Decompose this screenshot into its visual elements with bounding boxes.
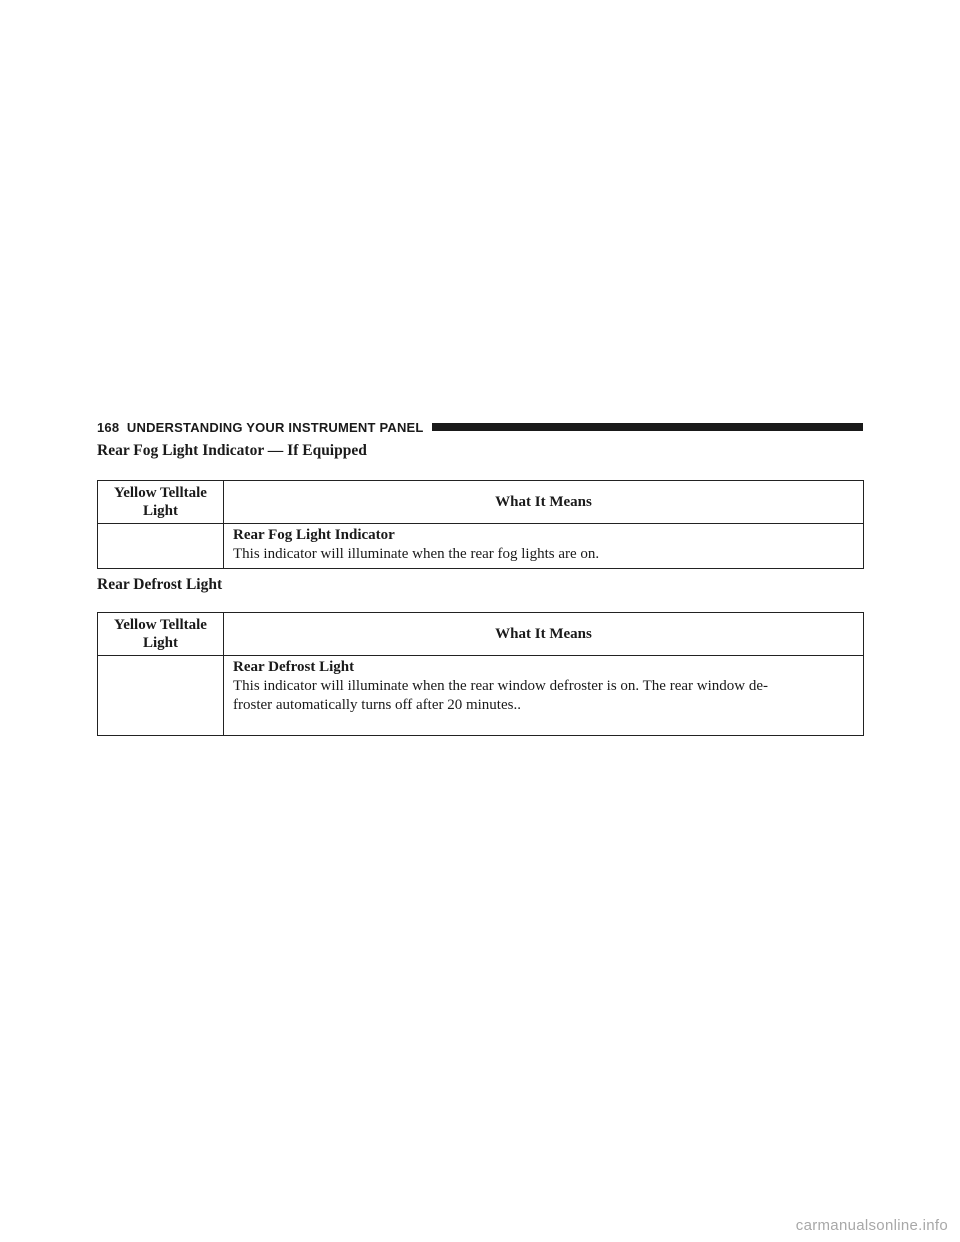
page-number: 168	[97, 419, 120, 435]
section-heading-rear-fog: Rear Fog Light Indicator — If Equipped	[97, 442, 367, 459]
page-header	[97, 417, 863, 437]
row-description: This indicator will illuminate when the rear fog lights are on.	[233, 546, 600, 562]
telltale-icon-cell	[98, 656, 224, 736]
watermark-text: carmanualsonline.info	[795, 1217, 948, 1234]
header-telltale-line1: Yellow Telltale	[114, 485, 207, 501]
telltale-icon-cell	[98, 524, 224, 569]
rear-defrost-light-table	[97, 612, 864, 736]
header-cell-meaning: What It Means	[224, 481, 864, 524]
row-title: Rear Defrost Light	[233, 659, 355, 675]
row-title: Rear Fog Light Indicator	[233, 527, 395, 543]
meaning-cell	[224, 524, 864, 569]
header-text	[97, 420, 424, 435]
table-row	[98, 524, 864, 569]
table-row	[98, 656, 864, 736]
table-header-row	[98, 613, 864, 656]
header-cell-meaning: What It Means	[224, 613, 864, 656]
section-title: UNDERSTANDING YOUR INSTRUMENT PANEL	[126, 419, 424, 435]
table-header-row	[98, 481, 864, 524]
row-description-line1: This indicator will illuminate when the rear window defroster is on. The rear window de-	[233, 678, 768, 694]
header-cell-telltale	[98, 613, 224, 656]
meaning-cell	[224, 656, 864, 736]
header-telltale-line2: Light	[142, 635, 178, 651]
header-rule	[432, 423, 863, 431]
row-description-line2: froster automatically turns off after 20 minutes..	[233, 697, 521, 713]
header-telltale-line2: Light	[142, 503, 178, 519]
section-heading-rear-defrost: Rear Defrost Light	[97, 576, 223, 593]
rear-fog-light-table	[97, 480, 864, 569]
header-cell-telltale	[98, 481, 224, 524]
header-telltale-line1: Yellow Telltale	[114, 617, 207, 633]
